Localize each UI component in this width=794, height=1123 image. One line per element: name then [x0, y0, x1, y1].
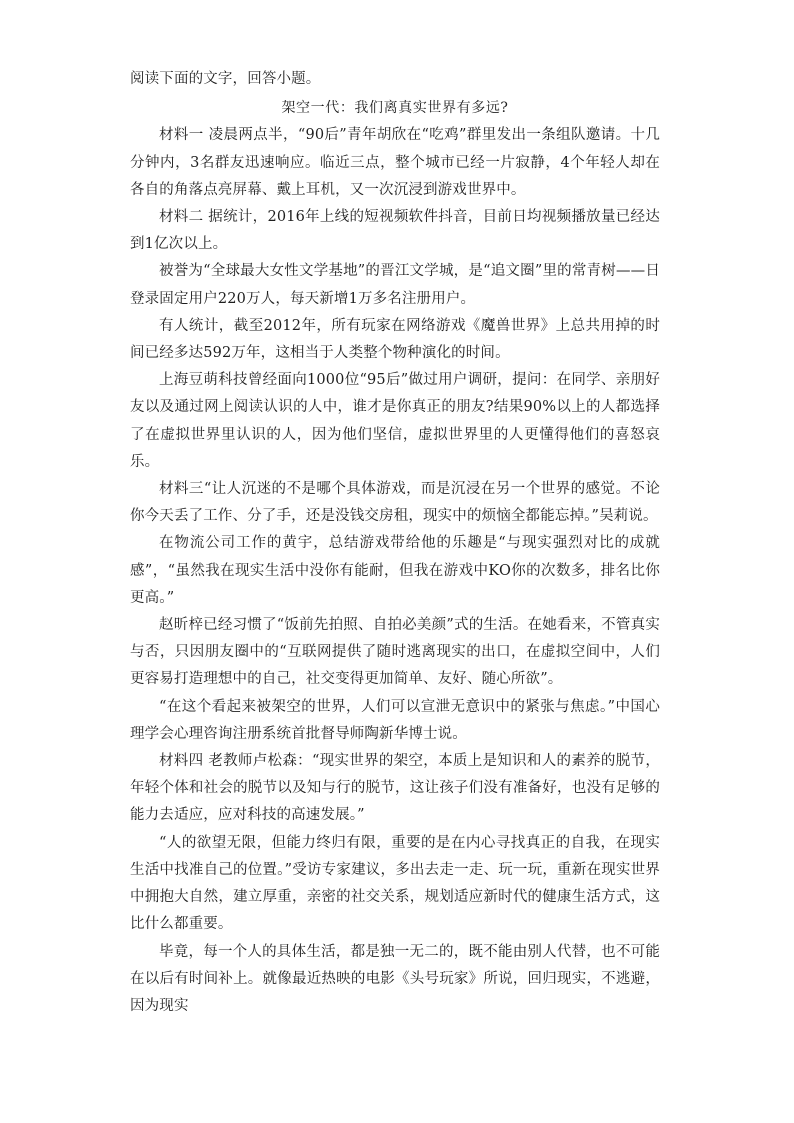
paragraph-material-1: 材料一 凌晨两点半，“90后”青年胡欣在“吃鸡”群里发出一条组队邀请。十几分钟内，3名群友迅速响应。临近三点，整个城市已经一片寂静，4个年轻人却在各自的角落点亮屏幕、戴上耳机，又一次沉浸到游戏世界中。 [130, 127, 660, 198]
paragraph-jinjiang: 被誉为“全球最大女性文学基地”的晋江文学城，是“追文圈”里的常青树——日登录固定用户220万人，每天新增1万多名注册用户。 [130, 263, 660, 307]
paragraph-conclusion: 毕竟，每一个人的具体生活，都是独一无二的，既不能由别人代替，也不可能在以后有时间补上。就像最近热映的电影《头号玩家》所说，回归现实，不逃避，因为现实 [130, 943, 660, 1014]
article-title: 架空一代：我们离真实世界有多远? [281, 100, 509, 117]
paragraph-warcraft: 有人统计，截至2012年，所有玩家在网络游戏《魔兽世界》上总共用掉的时间已经多达592万年，这相当于人类整个物种演化的时间。 [130, 317, 660, 362]
paragraph-survey: 上海豆萌科技曾经面向1000位“95后”做过用户调研，提问：在同学、亲朋好友以及通过网上阅读认识的人中，谁才是你真正的朋友?结果90%以上的人都选择了在虚拟世界里认识的人，因为他们坚信，虚拟世界里的人更懂得他们的喜怒哀乐。 [130, 372, 660, 470]
paragraph-material-3: 材料三“让人沉迷的不是哪个具体游戏，而是沉浸在另一个世界的感觉。不论你今天丢了工作、分了手，还是没钱交房租，现实中的烦恼全都能忘掉。”吴莉说。 [130, 481, 660, 525]
paragraph-material-4: 材料四 老教师卢松森：“现实世界的架空，本质上是知识和人的素养的脱节，年轻个体和社会的脱节以及知与行的脱节，这让孩子们没有准备好，也没有足够的能力去适应，应对科技的高速发展。” [130, 753, 660, 824]
paragraph-zhaoxinzi: 赵昕梓已经习惯了“饭前先拍照、自拍必美颜”式的生活。在她看来，不管真实与否，只因朋友圈中的“互联网提供了随时逃离现实的出口，在虚拟空间中，人们更容易打造理想中的自己，社交变得更加简单、友好、随心所欲”。 [130, 617, 660, 688]
paragraph-material-2: 材料二 据统计，2016年上线的短视频软件抖音，目前日均视频播放量已经达到1亿次以上。 [130, 209, 660, 253]
paragraph-expert-advice: “人的欲望无限，但能力终归有限，重要的是在内心寻找真正的自我，在现实生活中找准自己的位置。”受访专家建议，多出去走一走、玩一玩，重新在现实世界中拥抱大自然，建立厚重，亲密的社交关系，规划适应新时代的健康生活方式，这比什么都重要。 [130, 834, 660, 933]
document-body [130, 66, 660, 1020]
paragraph-huangyu: 在物流公司工作的黄宇，总结游戏带给他的乐趣是“与现实强烈对比的成就感”，“虽然我在现实生活中没你有能耐，但我在游戏中KO你的次数多，排名比你更高。” [130, 535, 660, 606]
paragraph-taoxinhua: “在这个看起来被架空的世界，人们可以宣泄无意识中的紧张与焦虑。”中国心理学会心理咨询注册系统首批督导师陶新华博士说。 [130, 698, 660, 742]
reading-instruction: 阅读下面的文字，回答小题。 [130, 71, 321, 87]
